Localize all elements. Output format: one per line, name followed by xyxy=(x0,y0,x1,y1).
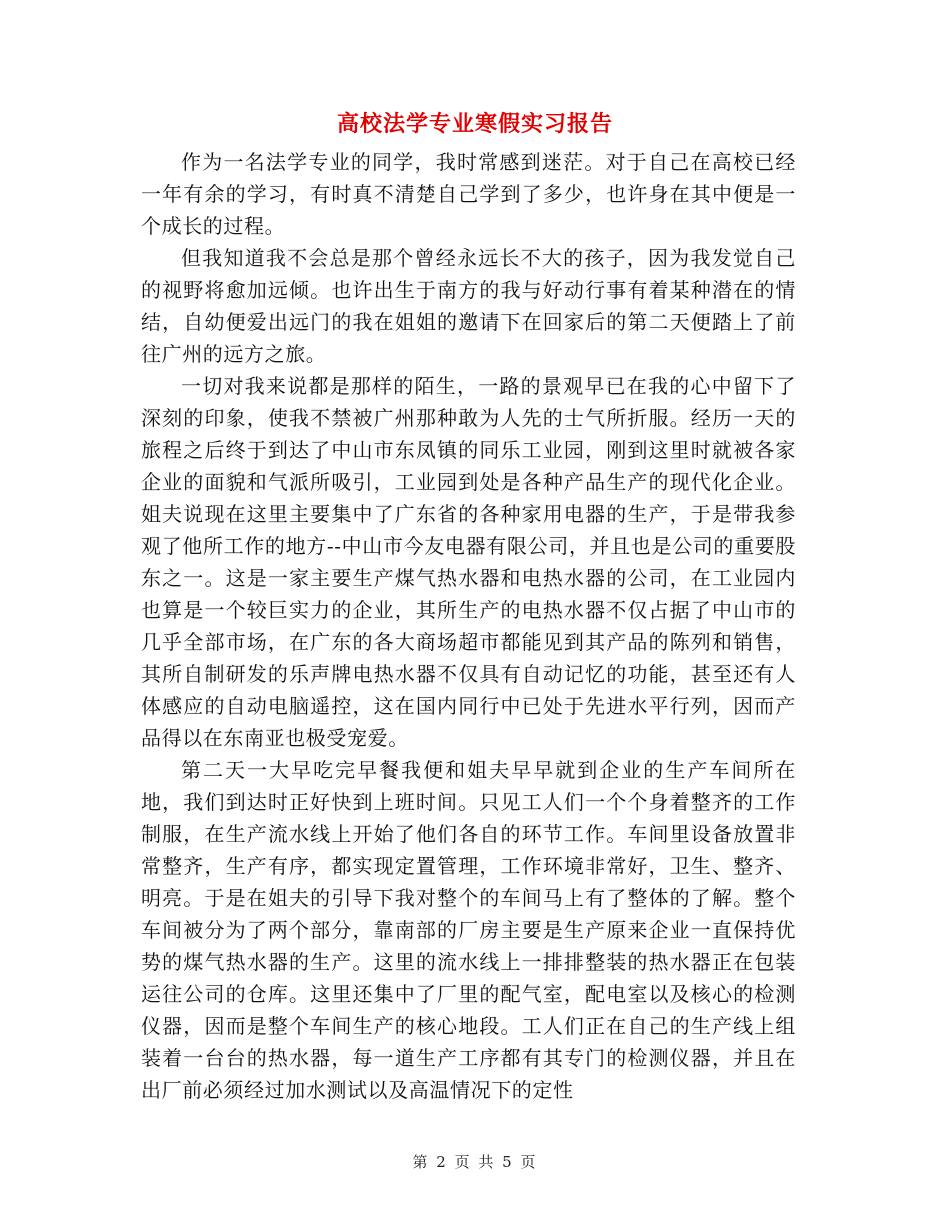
page-number-footer: 第 2 页 共 5 页 xyxy=(412,1153,538,1171)
paragraph-4: 第二天一大早吃完早餐我便和姐夫早早就到企业的生产车间所在地，我们到达时正好快到上班时间。只见工人们一个个身着整齐的工作制服，在生产流水线上开始了他们各自的环节工作。车间里设备放置非常整齐，生产有序，都实现定置管理，工作环境非常好，卫生、整齐、明亮。于是在姐夫的引导下我对整个的车间马上有了整体的了解。整个车间被分为了两个部分，靠南部的厂房主要是生产原来企业一直保持优势的煤气热水器的生产。这里的流水线上一排排整装的热水器正在包装运往公司的仓库。这里还集中了厂里的配气室，配电室以及核心的检测仪器，因而是整个车间生产的核心地段。工人们正在自己的生产线上组装着一台台的热水器，每一道生产工序都有其专门的检测仪器，并且在出厂前必须经过加水测试以及高温情况下的定性 xyxy=(141,758,796,1102)
document-body xyxy=(141,146,796,1106)
document-title: 高校法学专业寒假实习报告 xyxy=(336,111,613,137)
paragraph-3: 一切对我来说都是那样的陌生，一路的景观早已在我的心中留下了深刻的印象，使我不禁被广州那种敢为人先的士气所折服。经历一天的旅程之后终于到达了中山市东凤镇的同乐工业园，刚到这里时就被各家企业的面貌和气派所吸引，工业园到处是各种产品生产的现代化企业。姐夫说现在这里主要集中了广东省的各种家用电器的生产，于是带我参观了他所工作的地方--中山市今友电器有限公司，并且也是公司的重要股东之一。这是一家主要生产煤气热水器和电热水器的公司，在工业园内也算是一个较巨实力的企业，其所生产的电热水器不仅占据了中山市的几乎全部市场，在广东的各大商场超市都能见到其产品的陈列和销售，其所自制研发的乐声牌电热水器不仅具有自动记忆的功能，甚至还有人体感应的自动电脑遥控，这在国内同行中已处于先进水平行列，因而产品得以在东南亚也极受宠爱。 xyxy=(141,374,796,750)
paragraph-2: 但我知道我不会总是那个曾经永远长不大的孩子，因为我发觉自己的视野将愈加远倾。也许出生于南方的我与好动行事有着某种潜在的情结，自幼便爱出远门的我在姐姐的邀请下在回家后的第二天便踏上了前往广州的远方之旅。 xyxy=(141,246,796,366)
paragraph-1: 作为一名法学专业的同学，我时常感到迷茫。对于自己在高校已经一年有余的学习，有时真不清楚自己学到了多少，也许身在其中便是一个成长的过程。 xyxy=(141,150,796,238)
